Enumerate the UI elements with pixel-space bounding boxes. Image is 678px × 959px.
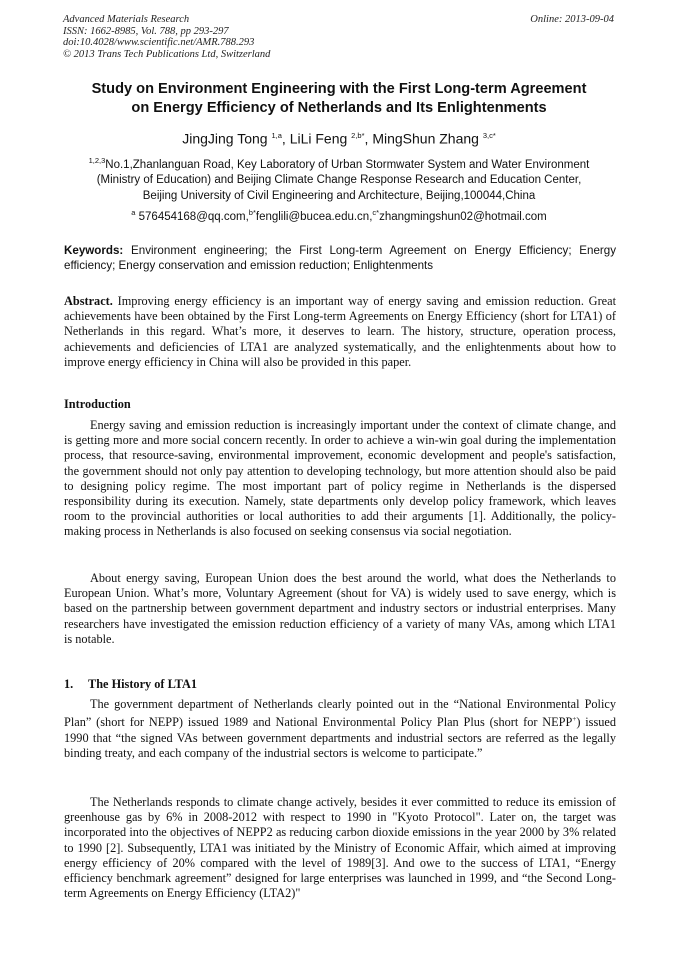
online-date: Online: 2013-09-04 (530, 14, 614, 25)
author-name: MingShun Zhang (372, 130, 479, 147)
section-1-paragraph-1-text-b: ) issued 1990 that “the signed VAs between government departments and industrial sectors are referred as the legally binding treaty, and each company of the industrial sectors is welcome to participate.” (64, 715, 616, 760)
affiliation-mark: 1,2,3 (88, 156, 106, 165)
journal-metadata (63, 14, 270, 60)
title-line-2: on Energy Efficiency of Netherlands and Its Enlightenments (131, 100, 547, 116)
email-b[interactable]: fenglili@bucea.edu.cn, (255, 210, 373, 223)
author-affiliation-mark: 3,c* (482, 131, 496, 140)
keywords-label: Keywords: (64, 244, 124, 257)
section-1-paragraph-2: The Netherlands responds to climate change actively, besides it ever committed to reduce its emission of greenhouse gas by 6% in 2008-2012 with respect to 1990 in "Kyoto Protocol". Later on, the target was incorporated into the objectives of NEPP2 as reducing carbon dioxide emissions in the year 2000 by 3% related to 1990 [2]. Subsequently, LTA1 was initiated by the Ministry of Economic Affair, which aimed at improving energy efficiency of 20% compared with the level of 1989[3]. And owe to the success of LTA1, “Energy efficiency benchmark agreement” designed for large enterprises was launched in 1999, and “the Second Long-term Agreements on Energy Efficiency (LTA2)" (64, 795, 616, 901)
issn: ISSN: 1662-8985, Vol. 788, pp 293-297 (63, 25, 229, 37)
nepp-plus-mark: + (572, 715, 577, 724)
abstract-label: Abstract. (64, 294, 113, 308)
affiliation-line-3: Beijing University of Civil Engineering and Architecture, Beijing,100044,China (142, 189, 536, 202)
author-emails (40, 205, 638, 225)
author-affiliation-mark: 1,a (271, 131, 282, 140)
email-a[interactable]: 576454168@qq.com, (135, 210, 249, 223)
author-separator: , (281, 130, 290, 147)
section-1-paragraph-1-text-a: The government department of Netherlands clearly pointed out in the “National Environmental Policy Plan” (short for NEPP) issued 1989 and National Environmental Policy Plan Plus (short for NEPP (64, 697, 616, 730)
keywords-text: Environment engineering; the First Long-term Agreement on Energy Efficiency; Energy efficiency; Energy conservation and emission reduction; Enlightenments (64, 244, 616, 272)
doi: doi:10.4028/www.scientific.net/AMR.788.293 (63, 37, 255, 49)
section-title: The History of LTA1 (88, 677, 197, 691)
introduction-paragraph-1: Energy saving and emission reduction is increasingly important under the context of climate change, and is getting more and more social concern recently. In order to achieve a win-win goal during the implementation process, that resource-saving, environmental improvement, economic development and people's satisfaction, the government should not only pay attention to developing technology, but more attention should also be paid to designing policy regime. The most important part of policy regime in Netherlands is the dispersed responsibility during its execution. Namely, state departments only develop policy framework, which leaves room to the provincial authorities or local authorities to add their arguments [1]. Additionally, the policy-making process in Netherlands is also focused on seeking consensus via social negotiation. (64, 418, 616, 539)
author-name: LiLi Feng (289, 130, 348, 147)
author-affiliation-mark: 2,b* (351, 131, 365, 140)
affiliation (55, 153, 623, 204)
section-number: 1. (64, 677, 74, 691)
copyright: © 2013 Trans Tech Publications Ltd, Switzerland (63, 48, 271, 60)
email-mark-c: c* (372, 208, 380, 217)
introduction-heading: Introduction (64, 397, 131, 411)
section-1-paragraph-1 (64, 697, 616, 761)
keywords (64, 243, 616, 273)
email-mark-a: a (131, 208, 136, 217)
journal-name: Advanced Materials Research (63, 14, 190, 25)
affiliation-line-1: No.1,Zhanlanguan Road, Key Laboratory of Urban Stormwater System and Water Environment (105, 158, 590, 171)
abstract-text: Improving energy efficiency is an important way of energy saving and emission reduction. Great achievements have been obtained by the First Long-term Agreements on Energy Efficiency (short for LTA1) of Netherlands in this regard. What’s more, it deserves to learn. The history, structure, operation process, achievements and deficiencies of LTA1 are analyzed systematically, and the enlightenments about how to improve energy efficiency in China will also be provided in this paper. (64, 294, 616, 369)
email-mark-b: b* (248, 208, 256, 217)
author-list (40, 127, 638, 148)
author-separator: , (364, 130, 373, 147)
author-name: JingJing Tong (182, 130, 268, 147)
section-1-heading (64, 677, 197, 692)
title-line-1: Study on Environment Engineering with the First Long-term Agreement (91, 81, 587, 97)
affiliation-line-2: (Ministry of Education) and Beijing Climate Change Response Research and Education Center, (96, 174, 582, 187)
abstract (64, 294, 616, 370)
paper-title (60, 80, 618, 118)
email-c[interactable]: zhangmingshun02@hotmail.com (379, 210, 547, 223)
introduction-paragraph-2: About energy saving, European Union does the best around the world, what does the Netherlands to European Union. What’s more, Voluntary Agreement (shout for VA) is widely used to save energy, which is based on the partnership between government department and industry sectors or industrial enterprises. Many researchers have investigated the emission reduction efficiency of a variety of many VAs, among which LTA1 is notable. (64, 571, 616, 646)
